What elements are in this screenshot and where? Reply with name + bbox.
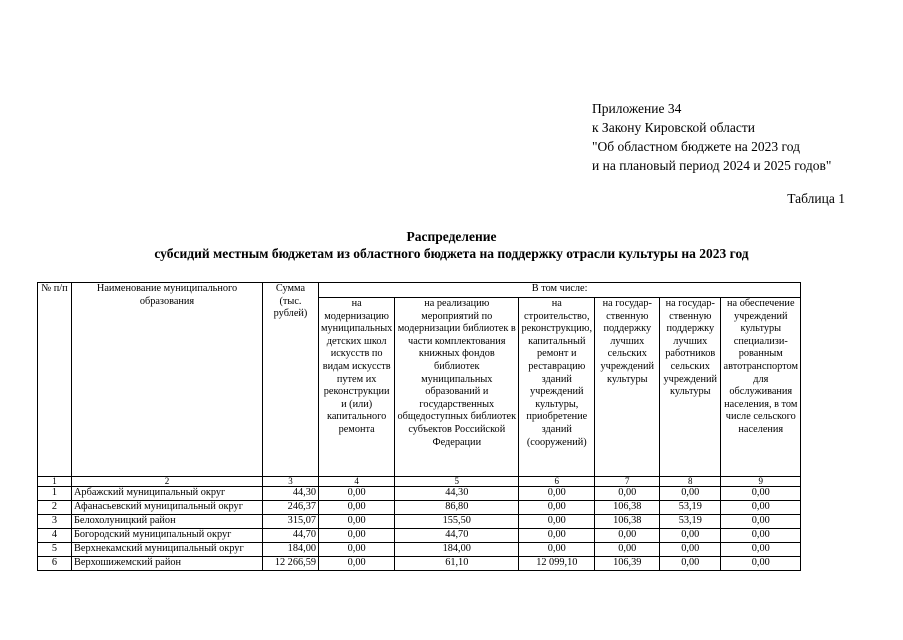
schools-amount: 0,00	[319, 543, 395, 557]
table-row	[38, 515, 801, 529]
row-number: 4	[38, 529, 72, 543]
row-number: 6	[38, 557, 72, 571]
vehicles-amount: 0,00	[721, 501, 801, 515]
column-number: 8	[660, 477, 721, 487]
document-subtitle: субсидий местным бюджетам из областного бюджета на поддержку отрасли культуры на 2023 год	[154, 246, 749, 261]
table-row	[38, 543, 801, 557]
header-special-vehicles: на обеспечение учреждений культуры специализи-рованным автотранспортом для обслуживания населения, в том числе сельского населения	[721, 298, 801, 477]
header-number: № п/п	[38, 283, 72, 477]
construction-amount: 0,00	[519, 529, 595, 543]
libraries-amount: 44,70	[395, 529, 519, 543]
total-sum: 315,07	[263, 515, 319, 529]
libraries-amount: 86,80	[395, 501, 519, 515]
municipality-name: Белохолуницкий район	[72, 515, 263, 529]
table-row	[38, 557, 801, 571]
appendix-note	[592, 99, 831, 175]
appendix-line: к Закону Кировской области	[592, 120, 756, 135]
total-sum: 12 266,59	[263, 557, 319, 571]
construction-amount: 0,00	[519, 515, 595, 529]
header-best-rural-institutions: на государ-ственную поддержку лучших сельских учреждений культуры	[595, 298, 660, 477]
schools-amount: 0,00	[319, 487, 395, 501]
schools-amount: 0,00	[319, 529, 395, 543]
rural-workers-amount: 0,00	[660, 543, 721, 557]
subsidy-table	[37, 282, 801, 571]
construction-amount: 0,00	[519, 487, 595, 501]
construction-amount: 12 099,10	[519, 557, 595, 571]
rural-workers-amount: 0,00	[660, 529, 721, 543]
vehicles-amount: 0,00	[721, 487, 801, 501]
header-schools-modernization: на модернизацию муниципальных детских школ искусств по видам искусств путем их реконструкции и (или) капитального ремонта	[319, 298, 395, 477]
column-number-row	[38, 477, 801, 487]
header-construction: на строительство, реконструкцию, капитальный ремонт и реставрацию зданий учреждений культуры, приобретение зданий (сооружений)	[519, 298, 595, 477]
header-municipality: Наименование муниципального образования	[72, 283, 263, 477]
rural-institutions-amount: 106,38	[595, 515, 660, 529]
libraries-amount: 184,00	[395, 543, 519, 557]
municipality-name: Афанасьевский муниципальный округ	[72, 501, 263, 515]
total-sum: 44,30	[263, 487, 319, 501]
schools-amount: 0,00	[319, 515, 395, 529]
table-row	[38, 487, 801, 501]
libraries-amount: 155,50	[395, 515, 519, 529]
rural-institutions-amount: 0,00	[595, 543, 660, 557]
header-sum: Сумма (тыс. рублей)	[263, 283, 319, 477]
municipality-name: Богородский муниципальный округ	[72, 529, 263, 543]
column-number: 4	[319, 477, 395, 487]
table-row	[38, 529, 801, 543]
row-number: 5	[38, 543, 72, 557]
total-sum: 44,70	[263, 529, 319, 543]
vehicles-amount: 0,00	[721, 515, 801, 529]
rural-institutions-amount: 106,39	[595, 557, 660, 571]
column-number: 3	[263, 477, 319, 487]
row-number: 1	[38, 487, 72, 501]
construction-amount: 0,00	[519, 501, 595, 515]
header-libraries-modernization: на реализацию мероприятий по модернизации библиотек в части комплектования книжных фондов библиотек муниципальных образований и государственных общедоступных библиотек субъектов Российской Федерации	[395, 298, 519, 477]
vehicles-amount: 0,00	[721, 529, 801, 543]
municipality-name: Арбажский муниципальный округ	[72, 487, 263, 501]
table-row	[38, 501, 801, 515]
column-number: 6	[519, 477, 595, 487]
header-best-rural-workers: на государ-ственную поддержку лучших работников сельских учреждений культуры	[660, 298, 721, 477]
rural-institutions-amount: 0,00	[595, 487, 660, 501]
municipality-name: Верхнекамский муниципальный округ	[72, 543, 263, 557]
libraries-amount: 61,10	[395, 557, 519, 571]
construction-amount: 0,00	[519, 543, 595, 557]
total-sum: 246,37	[263, 501, 319, 515]
municipality-name: Верхошижемский район	[72, 557, 263, 571]
column-number: 2	[72, 477, 263, 487]
column-number: 5	[395, 477, 519, 487]
vehicles-amount: 0,00	[721, 557, 801, 571]
row-number: 2	[38, 501, 72, 515]
rural-workers-amount: 53,19	[660, 501, 721, 515]
rural-workers-amount: 53,19	[660, 515, 721, 529]
appendix-line: и на плановый период 2024 и 2025 годов"	[592, 158, 832, 173]
appendix-line: Приложение 34	[592, 101, 682, 116]
libraries-amount: 44,30	[395, 487, 519, 501]
row-number: 3	[38, 515, 72, 529]
document-title: Распределение	[406, 229, 497, 244]
column-number: 7	[595, 477, 660, 487]
rural-workers-amount: 0,00	[660, 557, 721, 571]
total-sum: 184,00	[263, 543, 319, 557]
rural-institutions-amount: 0,00	[595, 529, 660, 543]
vehicles-amount: 0,00	[721, 543, 801, 557]
schools-amount: 0,00	[319, 501, 395, 515]
column-number: 9	[721, 477, 801, 487]
schools-amount: 0,00	[319, 557, 395, 571]
rural-workers-amount: 0,00	[660, 487, 721, 501]
rural-institutions-amount: 106,38	[595, 501, 660, 515]
header-including: В том числе:	[319, 283, 801, 298]
table-label: Таблица 1	[787, 191, 845, 206]
column-number: 1	[38, 477, 72, 487]
appendix-line: "Об областном бюджете на 2023 год	[592, 139, 800, 154]
